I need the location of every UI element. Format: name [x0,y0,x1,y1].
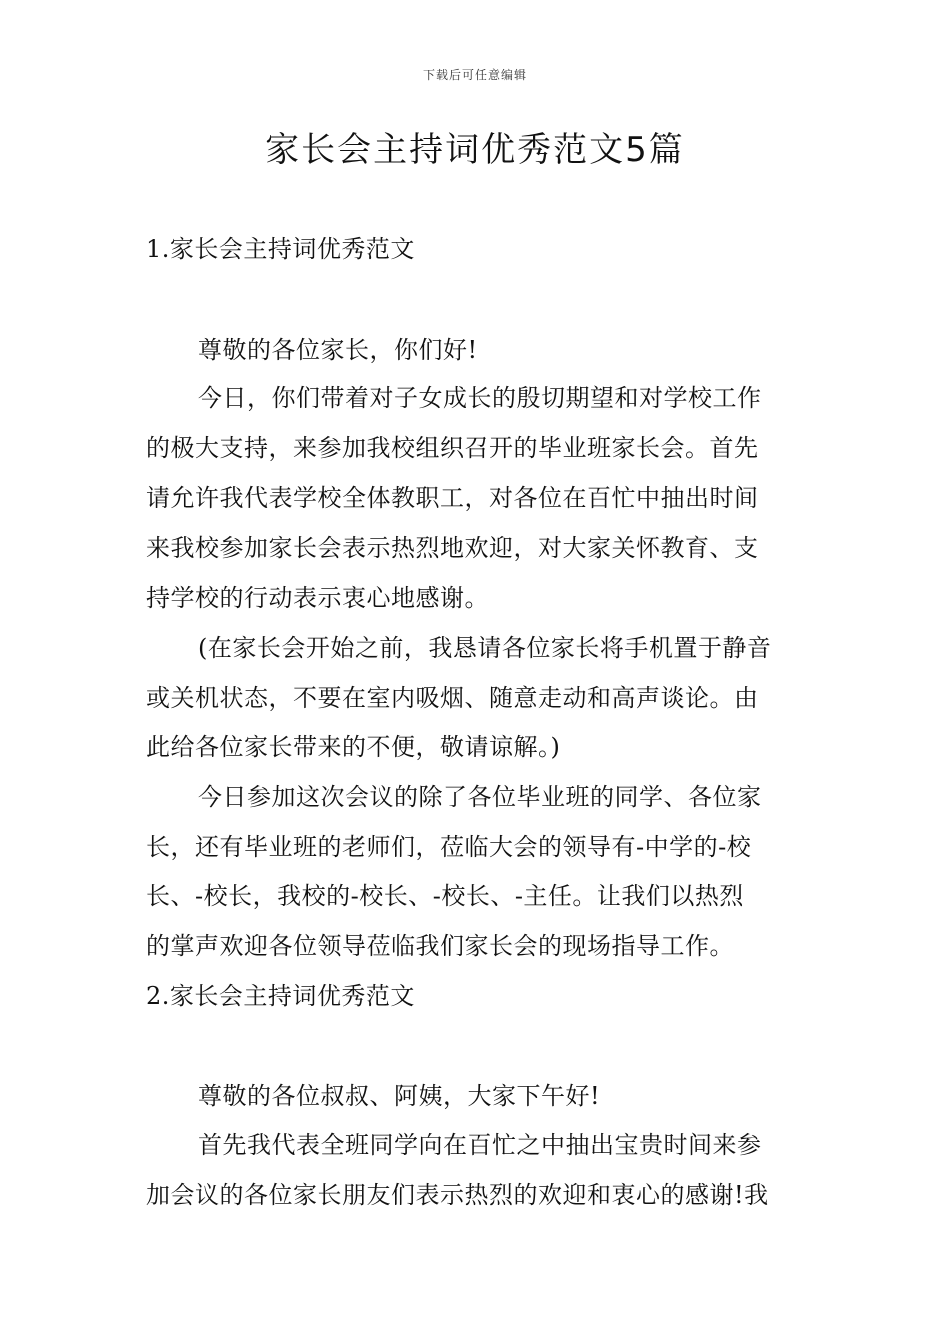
paragraph-line: 的掌声欢迎各位领导莅临我们家长会的现场指导工作。 [146,932,734,960]
paragraph-line: 持学校的行动表示衷心地感谢。 [146,584,489,612]
paragraph-line: 请允许我代表学校全体教职工，对各位在百忙中抽出时间 [146,484,759,512]
paragraph-line: 尊敬的各位家长，你们好! [198,336,478,364]
paragraph-line: 来我校参加家长会表示热烈地欢迎，对大家关怀教育、支 [146,534,759,562]
header-note: 下载后可任意编辑 [422,68,527,82]
document-title: 家长会主持词优秀范文5篇 [265,130,685,170]
paragraph-line: 首先我代表全班同学向在百忙之中抽出宝贵时间来参 [198,1131,762,1159]
paragraph-line: 长、-校长，我校的-校长、-校长、-主任。让我们以热烈 [146,882,744,910]
paragraph-line: 的极大支持，来参加我校组织召开的毕业班家长会。首先 [146,434,759,462]
paragraph-line: 加会议的各位家长朋友们表示热烈的欢迎和衷心的感谢!我 [146,1181,769,1209]
section-heading-1: 1.家长会主持词优秀范文 [146,235,415,263]
paragraph-line: 今日参加这次会议的除了各位毕业班的同学、各位家 [198,783,762,811]
paragraph-line: 今日，你们带着对子女成长的殷切期望和对学校工作 [198,384,762,412]
paragraph-line: 尊敬的各位叔叔、阿姨，大家下午好! [198,1082,601,1110]
paragraph-line: 长，还有毕业班的老师们，莅临大会的领导有-中学的-校 [146,833,752,861]
section-heading-2: 2.家长会主持词优秀范文 [146,982,415,1010]
paragraph-line: 此给各位家长带来的不便，敬请谅解。) [146,733,561,761]
paragraph-line: 或关机状态，不要在室内吸烟、随意走动和高声谈论。由 [146,684,759,712]
paragraph-line: (在家长会开始之前，我恳请各位家长将手机置于静音 [198,634,772,662]
